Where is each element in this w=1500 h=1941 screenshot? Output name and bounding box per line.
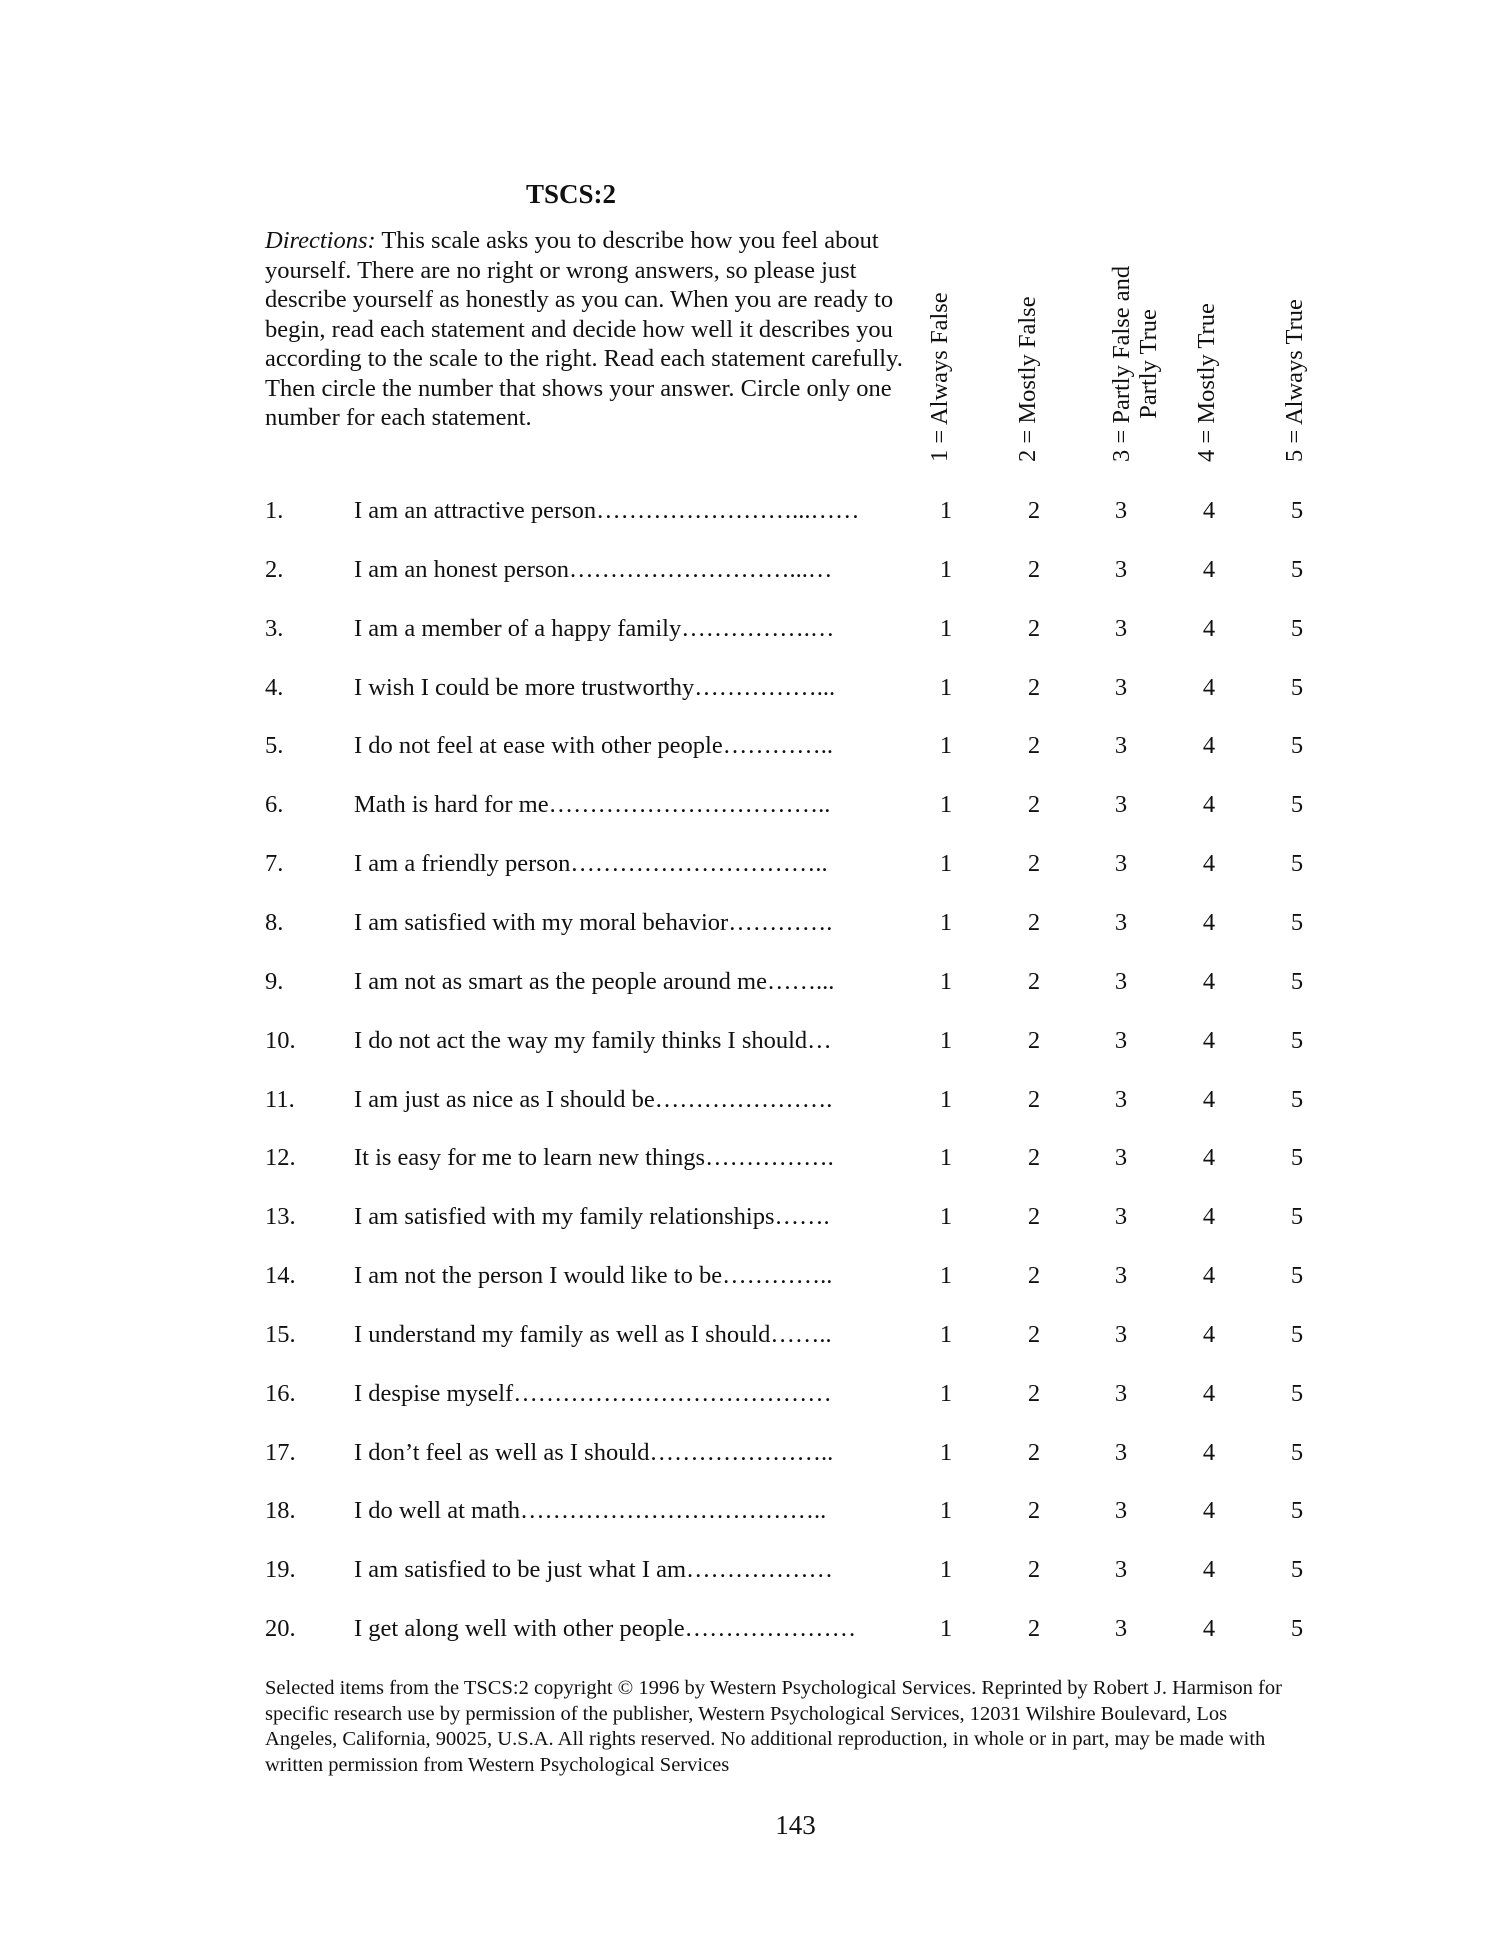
response-option-1[interactable]: 1 [939, 1262, 953, 1290]
item-statement: I am an honest person………………………...… [354, 555, 833, 583]
response-option-4[interactable]: 4 [1202, 732, 1216, 760]
response-option-2[interactable]: 2 [1027, 1497, 1041, 1525]
item-row [0, 844, 1500, 884]
response-option-4[interactable]: 4 [1202, 1556, 1216, 1584]
response-option-4[interactable]: 4 [1202, 1203, 1216, 1231]
item-row [0, 903, 1500, 943]
item-statement: Math is hard for me…………………………….. [354, 791, 831, 819]
response-option-4[interactable]: 4 [1202, 1144, 1216, 1172]
item-row [0, 1197, 1500, 1237]
response-option-1[interactable]: 1 [939, 673, 953, 701]
response-option-3[interactable]: 3 [1114, 555, 1128, 583]
directions-lead: Directions: [265, 227, 376, 254]
item-statement: I understand my family as well as I should…….. [354, 1320, 832, 1348]
response-option-5[interactable]: 5 [1290, 555, 1304, 583]
item-statement: I wish I could be more trustworthy……………... [354, 673, 836, 701]
response-option-5[interactable]: 5 [1290, 1144, 1304, 1172]
response-option-3[interactable]: 3 [1114, 1026, 1128, 1054]
response-option-3[interactable]: 3 [1114, 1615, 1128, 1643]
response-option-2[interactable]: 2 [1027, 1026, 1041, 1054]
response-option-2[interactable]: 2 [1027, 1615, 1041, 1643]
response-option-3[interactable]: 3 [1114, 967, 1128, 995]
response-option-3[interactable]: 3 [1114, 1379, 1128, 1407]
response-option-4[interactable]: 4 [1202, 1615, 1216, 1643]
page-title: TSCS:2 [526, 179, 617, 209]
response-option-4[interactable]: 4 [1202, 1026, 1216, 1054]
response-option-5[interactable]: 5 [1290, 1320, 1304, 1348]
response-option-3[interactable]: 3 [1114, 1497, 1128, 1525]
response-option-3[interactable]: 3 [1114, 1203, 1128, 1231]
scale-header-always-true [1281, 299, 1308, 462]
response-option-2[interactable]: 2 [1027, 1320, 1041, 1348]
item-statement: I do well at math……………………………….. [354, 1497, 827, 1525]
response-option-2[interactable]: 2 [1027, 1262, 1041, 1290]
response-option-3[interactable]: 3 [1114, 1262, 1128, 1290]
response-option-1[interactable]: 1 [939, 1144, 953, 1172]
response-option-5[interactable]: 5 [1290, 1262, 1304, 1290]
item-statement: I do not feel at ease with other people………….. [354, 732, 833, 760]
response-option-4[interactable]: 4 [1202, 850, 1216, 878]
response-option-5[interactable]: 5 [1290, 850, 1304, 878]
response-option-1[interactable]: 1 [939, 1026, 953, 1054]
item-statement: I am satisfied to be just what I am……………… [354, 1556, 834, 1584]
response-scale-legend [0, 0, 1500, 470]
response-option-1[interactable]: 1 [939, 1203, 953, 1231]
scale-header-line: 5 = Always True [1281, 299, 1308, 462]
response-option-4[interactable]: 4 [1202, 967, 1216, 995]
response-option-3[interactable]: 3 [1114, 732, 1128, 760]
response-option-1[interactable]: 1 [939, 614, 953, 642]
response-option-2[interactable]: 2 [1027, 791, 1041, 819]
item-number: 8. [265, 908, 284, 936]
response-option-2[interactable]: 2 [1027, 497, 1041, 524]
response-option-1[interactable]: 1 [939, 908, 953, 936]
item-row [0, 1080, 1500, 1120]
response-option-3[interactable]: 3 [1114, 1320, 1128, 1348]
response-option-2[interactable]: 2 [1027, 555, 1041, 583]
response-option-2[interactable]: 2 [1027, 908, 1041, 936]
item-number: 16. [265, 1379, 296, 1407]
response-option-4[interactable]: 4 [1202, 555, 1216, 583]
item-row [0, 726, 1500, 766]
item-statement: It is easy for me to learn new things……………. [354, 1144, 834, 1172]
response-option-4[interactable]: 4 [1202, 791, 1216, 819]
item-row [0, 1609, 1500, 1649]
response-option-3[interactable]: 3 [1114, 497, 1128, 524]
item-row [0, 1491, 1500, 1531]
response-option-1[interactable]: 1 [939, 1320, 953, 1348]
item-statement: I get along well with other people………………… [354, 1615, 857, 1643]
response-option-2[interactable]: 2 [1027, 967, 1041, 995]
item-row [0, 1021, 1500, 1061]
response-option-1[interactable]: 1 [939, 1438, 953, 1466]
item-statement: I am just as nice as I should be…………………. [354, 1085, 833, 1113]
response-option-5[interactable]: 5 [1290, 1497, 1304, 1525]
response-option-4[interactable]: 4 [1202, 497, 1216, 524]
item-number: 18. [265, 1497, 296, 1525]
response-option-5[interactable]: 5 [1290, 1203, 1304, 1231]
response-option-1[interactable]: 1 [939, 1615, 953, 1643]
item-number: 20. [265, 1615, 296, 1643]
response-option-5[interactable]: 5 [1290, 1085, 1304, 1113]
item-number: 5. [265, 732, 284, 760]
item-row [0, 550, 1500, 590]
item-number: 3. [265, 614, 284, 642]
item-row [0, 962, 1500, 1002]
item-row [0, 1138, 1500, 1178]
response-option-5[interactable]: 5 [1290, 614, 1304, 642]
item-number: 2. [265, 555, 284, 583]
response-option-2[interactable]: 2 [1027, 1556, 1041, 1584]
item-statement: I do not act the way my family thinks I should… [354, 1026, 832, 1054]
response-option-5[interactable]: 5 [1290, 791, 1304, 819]
item-statement: I am a member of a happy family…………….… [354, 614, 835, 642]
response-option-2[interactable]: 2 [1027, 1438, 1041, 1466]
response-option-5[interactable]: 5 [1290, 908, 1304, 936]
response-option-4[interactable]: 4 [1202, 1085, 1216, 1113]
response-option-5[interactable]: 5 [1290, 497, 1304, 524]
response-option-5[interactable]: 5 [1290, 967, 1304, 995]
response-option-3[interactable]: 3 [1114, 908, 1128, 936]
item-number: 10. [265, 1026, 296, 1054]
response-option-1[interactable]: 1 [939, 1379, 953, 1407]
response-option-3[interactable]: 3 [1114, 673, 1128, 701]
response-option-4[interactable]: 4 [1202, 908, 1216, 936]
item-statement: I am satisfied with my family relationships……. [354, 1203, 830, 1231]
response-option-1[interactable]: 1 [939, 967, 953, 995]
response-option-1[interactable]: 1 [939, 732, 953, 760]
scale-header-partly-false-partly-true [1108, 266, 1162, 462]
response-option-3[interactable]: 3 [1114, 1438, 1128, 1466]
item-row [0, 1315, 1500, 1355]
item-statement: I don’t feel as well as I should………………….. [354, 1438, 834, 1466]
scale-header-line: Partly True [1135, 309, 1162, 419]
item-number: 7. [265, 850, 284, 878]
response-option-3[interactable]: 3 [1114, 791, 1128, 819]
response-option-5[interactable]: 5 [1290, 673, 1304, 701]
response-option-5[interactable]: 5 [1290, 1615, 1304, 1643]
response-option-2[interactable]: 2 [1027, 1379, 1041, 1407]
response-option-4[interactable]: 4 [1202, 1438, 1216, 1466]
response-option-2[interactable]: 2 [1027, 1144, 1041, 1172]
response-option-3[interactable]: 3 [1114, 1144, 1128, 1172]
item-number: 12. [265, 1144, 296, 1172]
item-number: 4. [265, 673, 284, 701]
response-option-3[interactable]: 3 [1114, 850, 1128, 878]
scale-header-mostly-false [1014, 296, 1041, 462]
item-row [0, 609, 1500, 649]
item-row [0, 491, 1500, 531]
scale-header-line: 3 = Partly False and [1108, 265, 1135, 462]
item-row [0, 668, 1500, 708]
item-statement: I despise myself………………………………… [354, 1379, 832, 1407]
response-option-2[interactable]: 2 [1027, 850, 1041, 878]
item-statement: I am a friendly person………………………….. [354, 850, 828, 878]
item-number: 19. [265, 1556, 296, 1584]
item-statement: I am an attractive person……………………...…… [354, 497, 860, 524]
response-option-4[interactable]: 4 [1202, 614, 1216, 642]
item-row [0, 785, 1500, 825]
item-number: 13. [265, 1203, 296, 1231]
item-statement: I am not as smart as the people around me……... [354, 967, 835, 995]
scale-header-always-false [926, 292, 953, 462]
response-option-5[interactable]: 5 [1290, 1556, 1304, 1584]
item-statement: I am not the person I would like to be………….. [354, 1262, 833, 1290]
response-option-1[interactable]: 1 [939, 1085, 953, 1113]
response-option-1[interactable]: 1 [939, 850, 953, 878]
response-option-1[interactable]: 1 [939, 497, 953, 524]
response-option-2[interactable]: 2 [1027, 1203, 1041, 1231]
item-number: 17. [265, 1438, 296, 1466]
scale-header-line: 1 = Always False [926, 292, 953, 462]
item-statement: I am satisfied with my moral behavior…………. [354, 908, 833, 936]
response-option-2[interactable]: 2 [1027, 732, 1041, 760]
response-option-4[interactable]: 4 [1202, 1320, 1216, 1348]
item-row [0, 1550, 1500, 1590]
item-number: 14. [265, 1262, 296, 1290]
item-number: 1. [265, 497, 284, 524]
response-option-1[interactable]: 1 [939, 1497, 953, 1525]
response-option-1[interactable]: 1 [939, 555, 953, 583]
copyright-notice: Selected items from the TSCS:2 copyright © 1996 by Western Psychological Services. Reprinted by Robert J. Harmison for specific research use by permission of the publisher, Western Psychological Services, 12031 Wilshire Boulevard, Los Angeles, California, 90025, U.S.A. All rights reserved. No additional reproduction, in whole or in part, may be made with written permission from Western Psychological Services [265, 1677, 1282, 1776]
scale-header-mostly-true [1193, 303, 1220, 462]
item-row [0, 1374, 1500, 1414]
response-option-4[interactable]: 4 [1202, 1497, 1216, 1525]
response-option-4[interactable]: 4 [1202, 1379, 1216, 1407]
response-option-5[interactable]: 5 [1290, 732, 1304, 760]
response-option-3[interactable]: 3 [1114, 1556, 1128, 1584]
response-option-2[interactable]: 2 [1027, 614, 1041, 642]
item-number: 9. [265, 967, 284, 995]
response-option-5[interactable]: 5 [1290, 1026, 1304, 1054]
response-option-2[interactable]: 2 [1027, 1085, 1041, 1113]
response-option-5[interactable]: 5 [1290, 1379, 1304, 1407]
scale-header-line: 4 = Mostly True [1193, 303, 1220, 462]
response-option-4[interactable]: 4 [1202, 1262, 1216, 1290]
response-option-2[interactable]: 2 [1027, 673, 1041, 701]
item-number: 15. [265, 1320, 296, 1348]
item-row [0, 1256, 1500, 1296]
response-option-3[interactable]: 3 [1114, 614, 1128, 642]
response-option-1[interactable]: 1 [939, 791, 953, 819]
item-number: 11. [265, 1085, 295, 1113]
response-option-5[interactable]: 5 [1290, 1438, 1304, 1466]
response-option-1[interactable]: 1 [939, 1556, 953, 1584]
scale-header-line: 2 = Mostly False [1014, 296, 1041, 462]
item-row [0, 1433, 1500, 1473]
response-option-4[interactable]: 4 [1202, 673, 1216, 701]
directions-body: This scale asks you to describe how you feel about yourself. There are no right or wrong answers, so please just describe yourself as honestly as you can. When you are ready to begin, read each statement and decide how well it describes you according to the scale to the right. Read each statement carefully. Then circle the number that shows your answer. Circle only one number for each statement. [265, 227, 903, 431]
response-option-3[interactable]: 3 [1114, 1085, 1128, 1113]
item-number: 6. [265, 791, 284, 819]
page-number: 143 [775, 1810, 816, 1840]
